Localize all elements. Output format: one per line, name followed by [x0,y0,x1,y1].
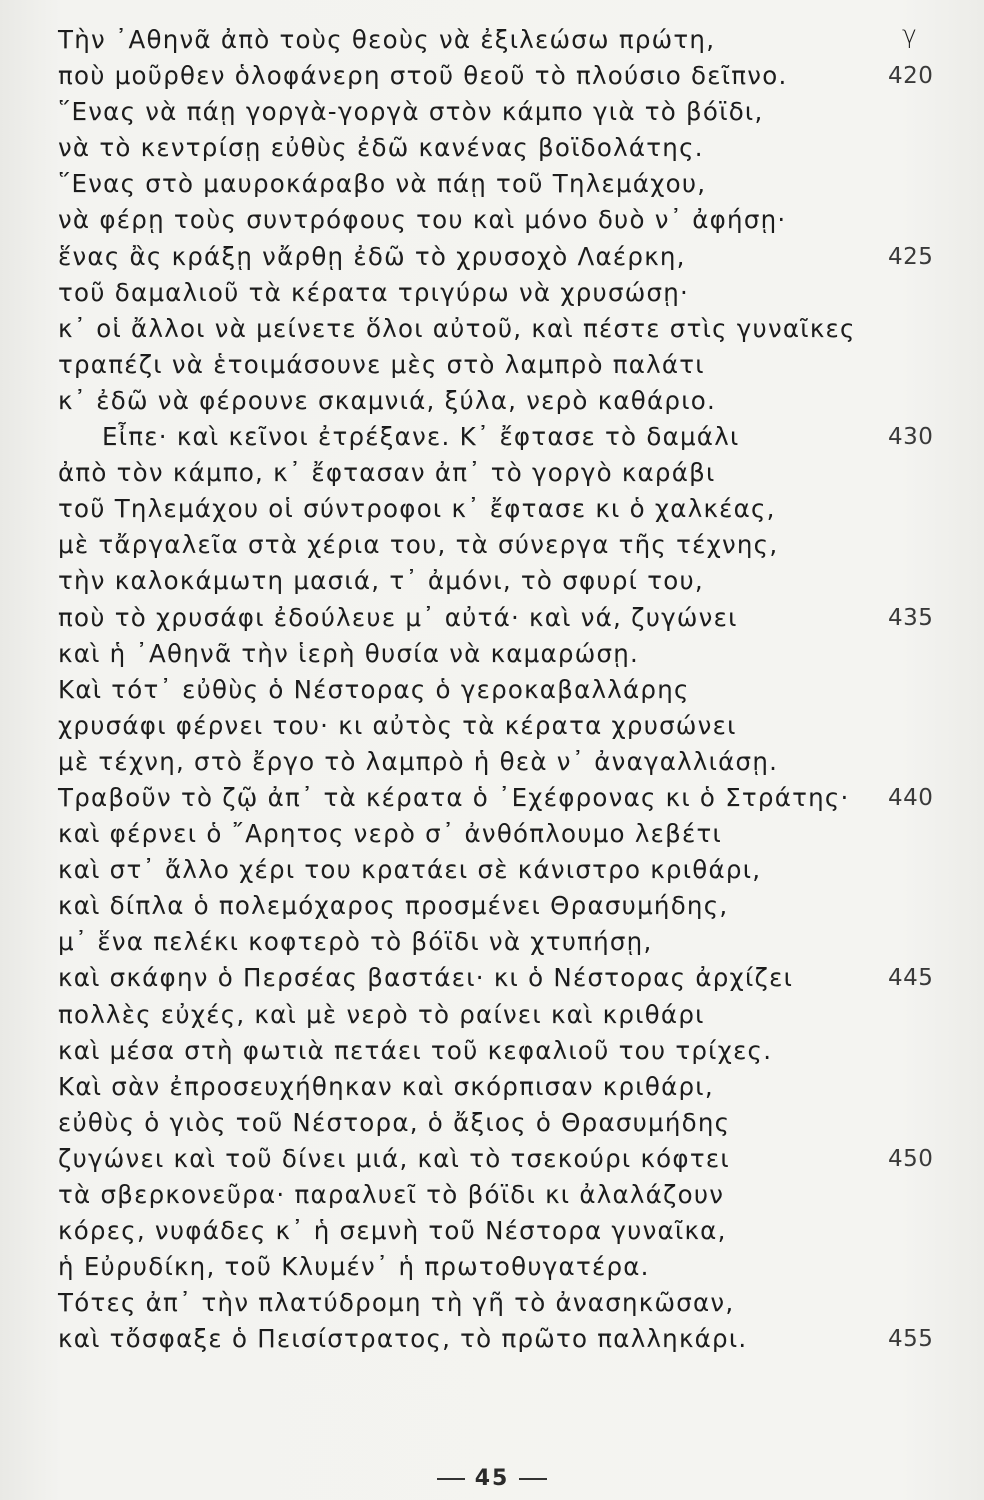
verse-text: καὶ φέρνει ὁ ῎Αρητος νερὸ σ᾽ ἀνθόπλουμο λεβέτι [58,819,722,849]
verse-text: τὴν καλοκάμωτη μασιά, τ᾽ ἀμόνι, τὸ σφυρί του, [58,566,704,596]
line-number: 420 [888,63,934,90]
verse-line [58,491,938,527]
verse-line [58,1321,938,1357]
verse-text: ζυγώνει καὶ τοῦ δίνει μιά, καὶ τὸ τσεκούρι κόφτει [58,1143,730,1173]
verse-text: τὰ σβερκονεῦρα· παραλυεῖ τὸ βόϊδι κι ἀλαλάζουν [58,1180,725,1209]
verse-text: κόρες, νυφάδες κ᾽ ἡ σεμνὴ τοῦ Νέστορα γυναῖκα, [58,1216,727,1246]
verse-text: καὶ δίπλα ὁ πολεμόχαρος προσμένει Θρασυμήδης, [58,891,729,921]
verse-line [58,1033,938,1069]
verse-text: μὲ τέχνη, στὸ ἔργο τὸ λαμπρὸ ἡ θεὰ ν᾽ ἀναγαλλιάσῃ. [58,746,779,776]
verse-line [58,455,938,491]
verse-text: καὶ τὄσφαξε ὁ Πεισίστρατος, τὸ πρῶτο παλληκάρι. [58,1324,748,1354]
verse-line [58,383,938,419]
verse-text: Τότες ἀπ᾽ τὴν πλατύδρομη τὴ γῆ τὸ ἀνασηκῶσαν, [58,1288,735,1318]
verse-text: πολλὲς εὐχές, καὶ μὲ νερὸ τὸ ραίνει καὶ κριθάρι [58,999,705,1029]
verse-text: Τὴν ᾽Αθηνᾶ ἀπὸ τοὺς θεοὺς νὰ ἐξιλεώσω πρώτη, [58,25,716,54]
verse-line [58,1249,938,1285]
line-number: 425 [888,243,934,270]
verse-line [58,708,938,744]
verse-text: ἕνας ἂς κράξῃ νἄρθῃ ἐδῶ τὸ χρυσοχὸ Λαέρκη, [58,241,686,271]
page-footer [0,1466,984,1491]
verse-text: μὲ τἄργαλεῖα στὰ χέρια του, τὰ σύνεργα τῆς τέχνης, [58,530,779,560]
verse-line [58,1105,938,1141]
line-number: 435 [888,604,934,631]
verse-text: ῞Ενας νὰ πάῃ γοργὰ-γοργὰ στὸν κάμπο γιὰ τὸ βόϊδι, [58,97,764,127]
verse-line [58,744,938,780]
page-number: 45 [474,1466,510,1491]
line-number: 455 [888,1326,934,1353]
verse-line [58,960,938,996]
verse-text: καὶ στ᾽ ἄλλο χέρι του κρατάει σὲ κάνιστρο κριθάρι, [58,855,762,885]
verse-line [58,130,938,166]
verse-line [58,852,938,888]
verse-text: ἡ Εὐρυδίκη, τοῦ Κλυμέν᾽ ἡ πρωτοθυγατέρα. [58,1252,650,1282]
verse-line [58,924,938,960]
verse-line [58,780,938,816]
verse-text: νὰ τὸ κεντρίσῃ εὐθὺς ἐδῶ κανένας βοϊδολάτης. [58,133,704,163]
verse-line [58,997,938,1033]
verse-line [58,94,938,130]
verse-line [58,1213,938,1249]
verse-text: καὶ μέσα στὴ φωτιὰ πετάει τοῦ κεφαλιοῦ του τρίχες. [58,1035,773,1065]
verse-line [58,1177,938,1213]
verse-text: εὐθὺς ὁ γιὸς τοῦ Νέστορα, ὁ ἄξιος ὁ Θρασυμήδης [58,1107,731,1137]
line-number: 445 [888,965,934,992]
verse-text: Εἶπε· καὶ κεῖνοι ἐτρέξανε. Κ᾽ ἔφτασε τὸ δαμάλι [102,422,740,452]
verse-text: Καὶ σὰν ἐπροσευχήθηκαν καὶ σκόρπισαν κριθάρι, [58,1071,714,1101]
verse-line [58,636,938,672]
verse-text: τοῦ Τηλεμάχου οἱ σύντροφοι κ᾽ ἔφτασε κι ὁ χαλκέας, [58,494,776,524]
verse-line [58,600,938,636]
verse-text: ῞Ενας στὸ μαυροκάραβο νὰ πάῃ τοῦ Τηλεμάχου, [58,169,707,199]
verse-text: καὶ σκάφην ὁ Περσέας βαστάει· κι ὁ Νέστορας ἀρχίζει [58,963,794,993]
verse-line [58,1141,938,1177]
verse-line [58,22,938,58]
verse-text: χρυσάφι φέρνει του· κι αὐτὸς τὰ κέρατα χρυσώνει [58,710,737,740]
verse-text: καὶ ἡ ᾽Αθηνᾶ τὴν ἱερὴ θυσία νὰ καμαρώσῃ. [58,638,640,668]
verse-line [58,888,938,924]
verse-text: ποὺ μοῦρθεν ὁλοφάνερη στοῦ θεοῦ τὸ πλούσιο δεῖπνο. [58,61,788,91]
verse-text: τραπέζι νὰ ἑτοιμάσουνε μὲς στὸ λαμπρὸ παλάτι [58,349,705,379]
line-number: 450 [888,1145,934,1172]
verse-line [58,816,938,852]
line-number: 440 [888,784,934,811]
footer-dash-right [519,1478,547,1480]
verse-text: κ᾽ ἐδῶ νὰ φέρουνε σκαμνιά, ξύλα, νερὸ καθάριο. [58,385,717,415]
verse-line [58,275,938,311]
verse-text: μ᾽ ἕνα πελέκι κοφτερὸ τὸ βόϊδι νὰ χτυπήσῃ, [58,927,653,957]
verse-block [58,22,938,1357]
verse-line [58,527,938,563]
verse-text: ἀπὸ τὸν κάμπο, κ᾽ ἔφτασαν ἀπ᾽ τὸ γοργὸ καράβι [58,458,716,488]
verse-text: Καὶ τότ᾽ εὐθὺς ὁ Νέστορας ὁ γεροκαβαλλάρης [58,674,690,704]
verse-line [58,58,938,94]
verse-line [58,166,938,202]
verse-line [58,311,938,347]
verse-text: κ᾽ οἱ ἄλλοι νὰ μείνετε ὅλοι αὐτοῦ, καὶ πέστε στὶς γυναῖκες [58,313,856,343]
verse-text: Τραβοῦν τὸ ζῷ ἀπ᾽ τὰ κέρατα ὁ ᾽Εχέφρονας κι ὁ Στράτης· [58,782,850,812]
verse-text: νὰ φέρῃ τοὺς συντρόφους του καὶ μόνο δυὸ ν᾽ ἀφήσῃ· [58,205,787,235]
verse-line [58,1069,938,1105]
verse-line [58,239,938,275]
verse-line [58,672,938,708]
line-number: 430 [888,424,934,451]
verse-line [58,419,938,455]
verse-line [58,563,938,599]
verse-line [58,202,938,238]
verse-line [58,1285,938,1321]
verse-line [58,347,938,383]
footer-dash-left [437,1478,465,1480]
verse-text: ποὺ τὸ χρυσάφι ἐδούλευε μ᾽ αὐτά· καὶ νά, ζυγώνει [58,602,738,632]
verse-text: τοῦ δαμαλιοῦ τὰ κέρατα τριγύρω νὰ χρυσώσῃ· [58,277,690,307]
book-letter: γ [902,20,918,49]
